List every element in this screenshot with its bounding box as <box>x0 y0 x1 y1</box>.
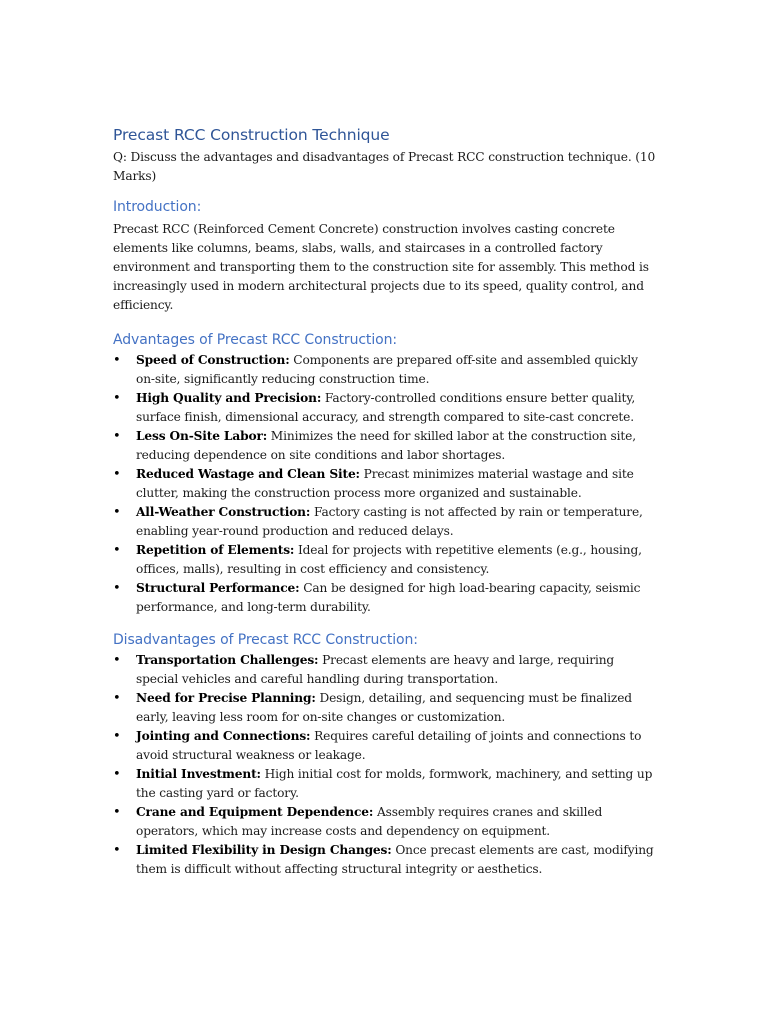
list-item <box>113 351 658 389</box>
list-item-text: High initial cost for molds, formwork, machinery, and setting up the casting yard or factory. <box>136 767 653 800</box>
bullet-icon: • <box>113 843 121 858</box>
list-item-term: All-Weather Construction: <box>136 505 311 519</box>
bullet-icon: • <box>113 767 121 782</box>
list-item <box>113 389 658 427</box>
list-item <box>113 465 658 503</box>
introduction-paragraph: Precast RCC (Reinforced Cement Concrete) construction involves casting concrete elements like columns, beams, slabs, walls, and staircases in a controlled factory environment and transporting them to the construction site for assembly. This method is increasingly used in modern architectural projects due to its speed, quality control, and efficiency. <box>113 222 649 312</box>
list-item-term: Transportation Challenges: <box>136 653 319 667</box>
bullet-icon: • <box>113 429 121 444</box>
list-item <box>113 841 658 879</box>
list-item-text: Precast minimizes material wastage and site clutter, making the construction process more organized and sustainable. <box>136 467 634 500</box>
list-item-term: Need for Precise Planning: <box>136 691 316 705</box>
list-item <box>113 503 658 541</box>
list-item-term: Initial Investment: <box>136 767 261 781</box>
list-item-term: High Quality and Precision: <box>136 391 322 405</box>
list-item-text: Minimizes the need for skilled labor at the construction site, reducing dependence on site conditions and labor shortages. <box>136 429 636 462</box>
list-item <box>113 579 658 617</box>
list-item <box>113 541 658 579</box>
list-item-text: Once precast elements are cast, modifying them is difficult without affecting structural integrity or aesthetics. <box>136 843 654 876</box>
list-item <box>113 765 658 803</box>
list-item-text: Design, detailing, and sequencing must be finalized early, leaving less room for on-site changes or customization. <box>136 691 632 724</box>
bullet-icon: • <box>113 353 121 368</box>
bullet-icon: • <box>113 581 121 596</box>
list-item-term: Less On-Site Labor: <box>136 429 268 443</box>
list-item-text: Factory-controlled conditions ensure better quality, surface finish, dimensional accuracy, and strength compared to site-cast concrete. <box>136 391 636 424</box>
list-item-term: Speed of Construction: <box>136 353 290 367</box>
list-item-text: Can be designed for high load-bearing capacity, seismic performance, and long-term durability. <box>136 581 641 614</box>
introduction-heading: Introduction: <box>113 199 202 215</box>
list-item-term: Reduced Wastage and Clean Site: <box>136 467 360 481</box>
list-item <box>113 803 658 841</box>
question-text: Q: Discuss the advantages and disadvantages of Precast RCC construction technique. (10 Marks) <box>113 150 656 183</box>
list-item-term: Limited Flexibility in Design Changes: <box>136 843 392 857</box>
list-item-text: Precast elements are heavy and large, requiring special vehicles and careful handling during transportation. <box>136 653 615 686</box>
bullet-icon: • <box>113 467 121 482</box>
list-item-text: Ideal for projects with repetitive elements (e.g., housing, offices, malls), resulting in cost efficiency and consistency. <box>136 543 642 576</box>
list-item-text: Requires careful detailing of joints and connections to avoid structural weakness or leakage. <box>136 729 642 762</box>
disadvantages-heading: Disadvantages of Precast RCC Construction: <box>113 632 418 648</box>
bullet-icon: • <box>113 391 121 406</box>
list-item <box>113 427 658 465</box>
list-item <box>113 727 658 765</box>
disadvantages-list <box>113 651 658 879</box>
bullet-icon: • <box>113 691 121 706</box>
advantages-heading: Advantages of Precast RCC Construction: <box>113 332 397 348</box>
advantages-list <box>113 351 658 617</box>
document-title: Precast RCC Construction Technique <box>113 126 390 144</box>
list-item-text: Assembly requires cranes and skilled operators, which may increase costs and dependency on equipment. <box>136 805 603 838</box>
bullet-icon: • <box>113 505 121 520</box>
list-item-term: Crane and Equipment Dependence: <box>136 805 374 819</box>
bullet-icon: • <box>113 805 121 820</box>
list-item <box>113 651 658 689</box>
list-item <box>113 689 658 727</box>
list-item-term: Jointing and Connections: <box>136 729 311 743</box>
list-item-term: Structural Performance: <box>136 581 300 595</box>
bullet-icon: • <box>113 729 121 744</box>
list-item-term: Repetition of Elements: <box>136 543 295 557</box>
list-item-text: Factory casting is not affected by rain or temperature, enabling year-round production and reduced delays. <box>136 505 643 538</box>
bullet-icon: • <box>113 653 121 668</box>
bullet-icon: • <box>113 543 121 558</box>
list-item-text: Components are prepared off-site and assembled quickly on-site, significantly reducing construction time. <box>136 353 638 386</box>
